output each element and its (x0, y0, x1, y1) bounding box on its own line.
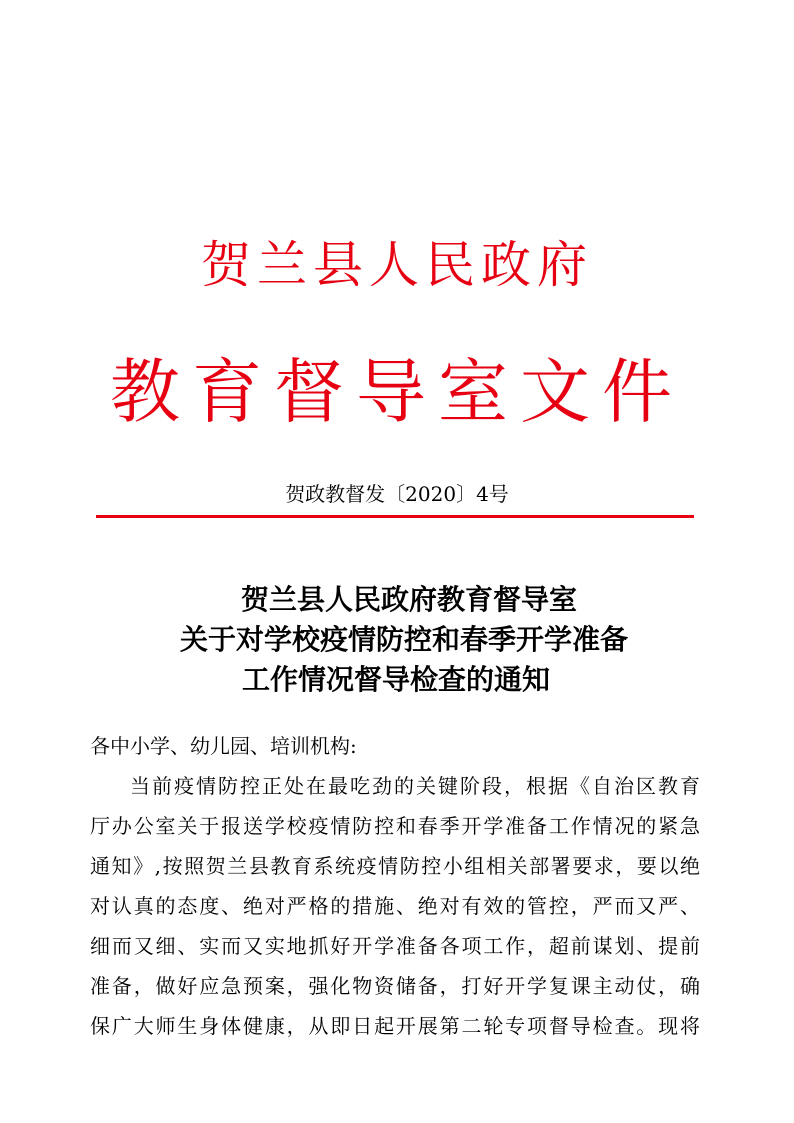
salutation: 各中小学、幼儿园、培训机构: (90, 734, 357, 758)
paragraph-line: 对认真的态度、绝对严格的措施、绝对有效的管控，严而又严、 (90, 894, 700, 918)
red-divider-line (96, 515, 694, 518)
masthead-office-name: 贺兰县人民政府 (201, 236, 593, 294)
paragraph-line: 当前疫情防控正处在最吃劲的关键阶段，根据《自治区教育 (130, 774, 700, 798)
paragraph-line: 准备，做好应急预案，强化物资储备，打好开学复课主动仗，确 (90, 974, 700, 998)
title-line-1: 贺兰县人民政府教育督导室 (241, 583, 578, 616)
paragraph-line: 通知》,按照贺兰县教育系统疫情防控小组相关部署要求，要以绝 (90, 854, 700, 878)
masthead-document-type: 教育督导室文件 (110, 351, 684, 433)
paragraph-line: 厅办公室关于报送学校疫情防控和春季开学准备工作情况的紧急 (90, 814, 700, 838)
document-number: 贺政教督发〔2020〕4号 (285, 482, 509, 506)
paragraph-line: 保广大师生身体健康，从即日起开展第二轮专项督导检查。现将 (90, 1014, 700, 1038)
title-line-2: 关于对学校疫情防控和春季开学准备 (180, 623, 629, 656)
title-line-3: 工作情况督导检查的通知 (242, 663, 551, 696)
document-body (90, 726, 700, 1046)
paragraph-line: 细而又细、实而又实地抓好开学准备各项工作，超前谋划、提前 (90, 934, 700, 958)
